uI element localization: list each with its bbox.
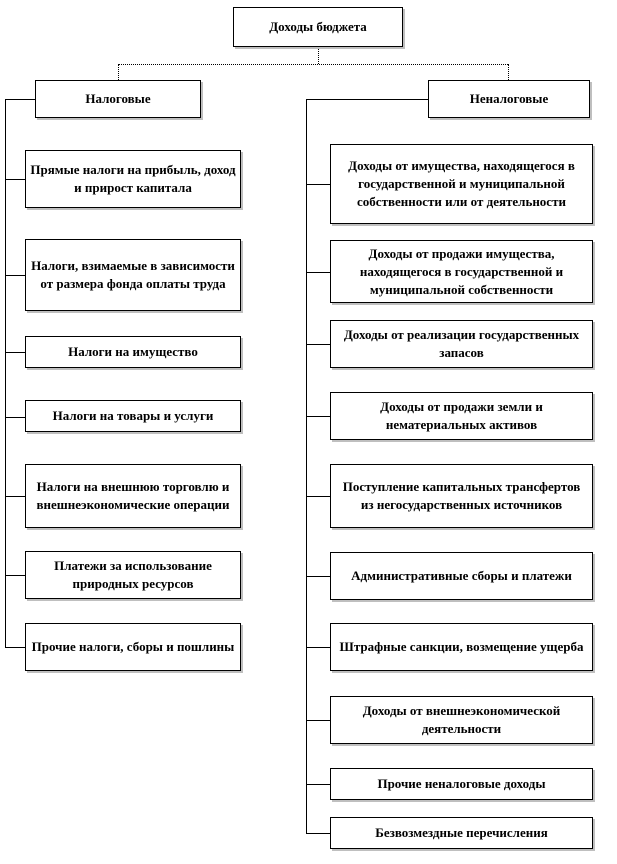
connector-to-nontax — [508, 64, 509, 80]
connector-to-tax — [118, 64, 119, 80]
tax-connector-3 — [5, 352, 25, 353]
nontax-item-node — [330, 464, 593, 528]
nontax-item-node — [330, 240, 593, 303]
tax-item-node — [25, 551, 241, 599]
nontax-connector-7 — [306, 647, 330, 648]
nontax-item-node — [330, 552, 593, 600]
nontax-connector-8 — [306, 720, 330, 721]
nontax-item-label: Безвозмездные перечисления — [375, 825, 548, 840]
tax-item-label: Налоги на имущество — [68, 344, 198, 359]
tax-spine — [5, 99, 6, 648]
nontax-connector-3 — [306, 344, 330, 345]
tax-category-label: Налоговые — [85, 91, 151, 106]
tax-item-label: Прочие налоги, сборы и пошлины — [31, 639, 235, 654]
nontax-connector-5 — [306, 496, 330, 497]
nontax-item-node — [330, 696, 593, 744]
nontax-item-label: Доходы от продажи имущества, находящегося в государственной и муниципальной собственности — [359, 245, 564, 297]
nontax-connector-1 — [306, 184, 330, 185]
tax-item-node — [25, 623, 241, 671]
tax-connector-2 — [5, 275, 25, 276]
tax-connector-4 — [5, 417, 25, 418]
nontax-category-node — [428, 80, 590, 118]
tax-connector-7 — [5, 647, 25, 648]
tax-item-label: Налоги на внешнюю торговлю и внешнеэкономические операции — [36, 479, 230, 512]
nontax-item-label: Доходы от внешнеэкономической деятельности — [362, 703, 561, 736]
nontax-item-label: Штрафные санкции, возмещение ущерба — [339, 639, 584, 654]
nontax-connector-6 — [306, 576, 330, 577]
nontax-connector-4 — [306, 416, 330, 417]
nontax-item-node — [330, 144, 593, 224]
nontax-category-label: Неналоговые — [469, 91, 549, 106]
tax-item-label: Прямые налоги на прибыль, доход и прирост капитала — [30, 162, 236, 195]
nontax-spine-top — [306, 99, 428, 100]
tax-item-node — [25, 150, 241, 208]
nontax-connector-9 — [306, 784, 330, 785]
tax-item-label: Налоги, взимаемые в зависимости от размера фонда оплаты труда — [31, 258, 235, 291]
tax-spine-top — [5, 99, 35, 100]
nontax-item-node — [330, 392, 593, 440]
nontax-connector-2 — [306, 272, 330, 273]
tax-item-label: Налоги на товары и услуги — [52, 408, 214, 423]
nontax-spine — [306, 99, 307, 833]
connector-root-horizontal — [118, 64, 508, 65]
nontax-item-label: Доходы от реализации государственных запасов — [343, 327, 580, 360]
tax-item-node — [25, 464, 241, 528]
nontax-item-label: Доходы от продажи земли и нематериальных активов — [380, 399, 543, 432]
tax-category-node — [35, 80, 201, 118]
tax-item-node — [25, 239, 241, 311]
tax-connector-5 — [5, 496, 25, 497]
tax-connector-1 — [5, 179, 25, 180]
tax-item-label: Платежи за использование природных ресурсов — [54, 558, 212, 591]
nontax-item-label: Поступление капитальных трансфертов из негосударственных источников — [342, 479, 581, 512]
nontax-item-label: Прочие неналоговые доходы — [377, 776, 546, 791]
nontax-item-label: Доходы от имущества, находящегося в государственной и муниципальной собственности или от деятельности — [348, 158, 575, 209]
nontax-item-node — [330, 768, 593, 800]
nontax-connector-10 — [306, 833, 330, 834]
root-node — [233, 7, 403, 47]
tax-item-node — [25, 336, 241, 368]
root-label: Доходы бюджета — [269, 19, 367, 34]
nontax-item-node — [330, 623, 593, 671]
nontax-item-node — [330, 817, 593, 849]
tax-connector-6 — [5, 575, 25, 576]
connector-root-down — [318, 47, 319, 64]
tax-item-node — [25, 400, 241, 432]
nontax-item-label: Административные сборы и платежи — [351, 568, 572, 583]
nontax-item-node — [330, 320, 593, 368]
